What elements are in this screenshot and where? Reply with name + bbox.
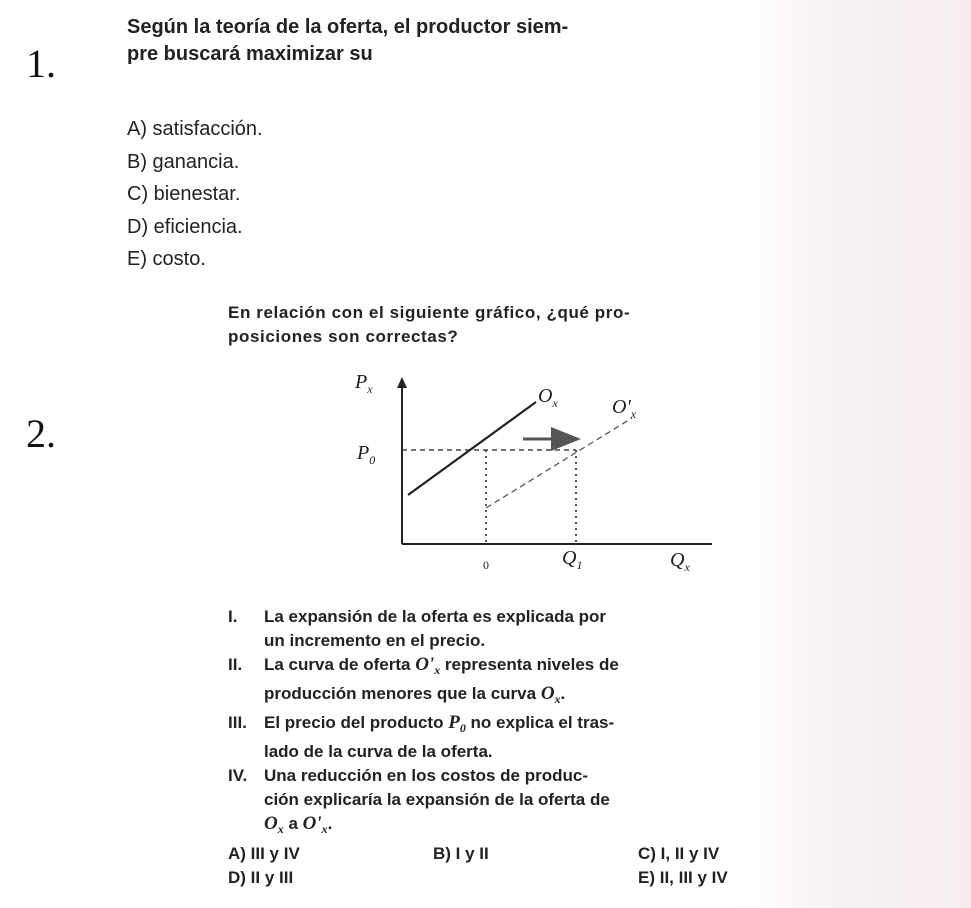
y-axis-label: $P_x$ xyxy=(355,371,373,396)
question-1-stem-line-2: pre buscará maximizar su xyxy=(127,43,373,65)
question-1-stem-line-1: Según la teoría de la oferta, el productor siem- xyxy=(127,16,569,38)
proposition-4-line-2: ción explicaría la expansión de la oferta de xyxy=(264,790,610,809)
question-1-option-b[interactable]: B) ganancia. xyxy=(127,150,240,173)
proposition-1 xyxy=(228,605,848,653)
proposition-4-number: IV. xyxy=(228,766,248,785)
supply-curve-ox-prime-label: $O'_x$ xyxy=(612,396,637,421)
q1-label: $Q_1$ xyxy=(562,547,583,572)
answer-b[interactable]: B) I y II xyxy=(433,844,489,863)
proposition-3 xyxy=(228,711,848,764)
supply-shift-graph xyxy=(340,368,720,588)
question-1-option-e[interactable]: E) costo. xyxy=(127,248,206,270)
proposition-4-line-3: $O_x$ a $O'_x$. xyxy=(264,813,333,836)
question-2-number: 2. xyxy=(26,411,56,456)
question-1-option-a[interactable]: A) satisfacción. xyxy=(127,118,263,140)
y-axis-arrow-icon xyxy=(397,377,407,388)
proposition-2-number: II. xyxy=(228,655,243,674)
proposition-2 xyxy=(228,653,848,711)
proposition-3-number: III. xyxy=(228,713,247,732)
supply-curve-ox-prime xyxy=(486,418,632,508)
question-2-stem xyxy=(228,301,630,349)
price-label-p0: $P_0$ xyxy=(357,442,376,467)
question-1-option-c[interactable]: C) bienestar. xyxy=(127,183,241,205)
proposition-1-line-1: La expansión de la oferta es explicada por xyxy=(264,607,607,626)
propositions-list xyxy=(228,605,848,841)
question-1-stem xyxy=(127,14,568,68)
proposition-1-number: I. xyxy=(228,607,238,626)
question-1-number: 1. xyxy=(26,41,56,86)
q0-label: 0 xyxy=(483,558,489,572)
supply-curve-ox xyxy=(408,402,536,495)
proposition-1-line-2: un incremento en el precio. xyxy=(264,631,486,650)
proposition-4 xyxy=(228,764,848,841)
question-1-options xyxy=(127,113,263,276)
proposition-2-line-2: producción menores que la curva $O_x$. xyxy=(264,683,566,706)
answer-e[interactable]: E) II, III y IV xyxy=(638,868,728,887)
answer-c[interactable]: C) I, II y IV xyxy=(638,844,720,863)
answer-a[interactable]: A) III y IV xyxy=(228,844,300,863)
proposition-2-line-1: La curva de oferta $O'_x$ representa niveles de xyxy=(264,654,619,677)
proposition-3-line-2: lado de la curva de la oferta. xyxy=(264,742,493,761)
proposition-4-line-1: Una reducción en los costos de produc- xyxy=(264,766,588,785)
question-1-option-d[interactable]: D) eficiencia. xyxy=(127,215,243,238)
answer-d[interactable]: D) II y III xyxy=(228,868,294,887)
question-2-stem-line-2: posiciones son correctas? xyxy=(228,327,459,346)
supply-curve-ox-label: $O_x$ xyxy=(538,385,558,410)
proposition-3-line-1: El precio del producto $P_0$ no explica el tras- xyxy=(264,712,615,735)
question-2-stem-line-1: En relación con el siguiente gráfico, ¿qué pro- xyxy=(228,303,631,322)
x-axis-label: $Q_x$ xyxy=(670,549,690,574)
